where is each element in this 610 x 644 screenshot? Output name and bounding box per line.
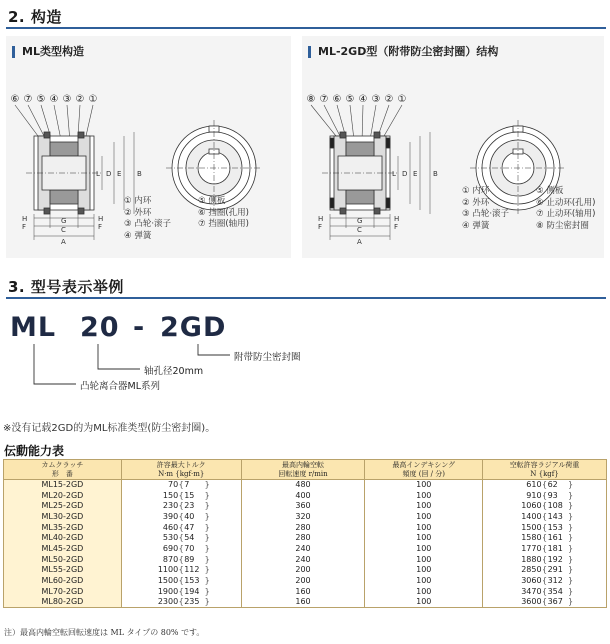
cell-model: ML50-2GD — [4, 554, 122, 565]
callout-number: ③ — [62, 94, 72, 105]
anno-bore: 轴孔径20mm — [144, 366, 204, 377]
cell-torque: 1100 { 112 } — [121, 565, 241, 576]
dim-b: B — [137, 170, 142, 178]
callout-number: ⑦ — [319, 94, 329, 105]
cell-model: ML35-2GD — [4, 522, 122, 533]
cell-model: ML45-2GD — [4, 544, 122, 555]
capacity-table — [3, 459, 607, 608]
cell-model: ML30-2GD — [4, 512, 122, 523]
callout-number: ② — [75, 94, 85, 105]
col-load: 空転許容ラジアル荷重 N {kgf} — [483, 460, 607, 480]
dim-d: D — [106, 170, 112, 178]
section-title-structure: 2. 构造 — [8, 8, 62, 26]
cell-model: ML60-2GD — [4, 576, 122, 587]
callout-number: ⑤ — [345, 94, 355, 105]
dim-g: G — [357, 217, 363, 225]
cell-speed: 160 — [241, 597, 365, 608]
dim-d: D — [402, 170, 408, 178]
table-row — [4, 565, 607, 576]
dim-f: F — [318, 223, 323, 231]
cell-torque: 530 { 54 } — [121, 533, 241, 544]
note-standard-type: ※没有记载2GD的为ML标准类型(防尘密封圈)。 — [3, 423, 216, 434]
cell-load: 610 { 62 } — [483, 480, 607, 491]
cell-speed: 360 — [241, 501, 365, 512]
table-row — [4, 576, 607, 587]
cell-speed: 240 — [241, 544, 365, 555]
model-code-series: ML — [10, 312, 57, 343]
dim-l: L — [392, 170, 396, 178]
dim-b: B — [433, 170, 438, 178]
table-row — [4, 533, 607, 544]
table-row — [4, 544, 607, 555]
dim-f2: F — [98, 223, 103, 231]
table-row — [4, 586, 607, 597]
cell-speed: 200 — [241, 565, 365, 576]
callout-number: ① — [88, 94, 98, 105]
cell-speed: 200 — [241, 576, 365, 587]
callout-number: ④ — [358, 94, 368, 105]
callout-number: ① — [397, 94, 407, 105]
callout-number: ⑦ — [23, 94, 33, 105]
callout-number: ③ — [371, 94, 381, 105]
table-row — [4, 522, 607, 533]
dim-e: E — [117, 170, 122, 178]
footnote: 注）最高内輪空転回転速度は ML タイプの 80% です。 — [4, 628, 205, 637]
cell-index: 100 — [365, 554, 483, 565]
cell-torque: 70 { 7 } — [121, 480, 241, 491]
cell-load: 1060 { 108 } — [483, 501, 607, 512]
cell-index: 100 — [365, 597, 483, 608]
table-row — [4, 554, 607, 565]
cell-speed: 400 — [241, 490, 365, 501]
callout-number: ⑧ — [306, 94, 316, 105]
dim-h2: H — [98, 215, 104, 223]
model-code-seal: 2GD — [160, 312, 227, 343]
cell-load: 3060 { 312 } — [483, 576, 607, 587]
cell-torque: 1900 { 194 } — [121, 586, 241, 597]
dim-f: F — [22, 223, 27, 231]
dim-l: L — [96, 170, 100, 178]
cell-load: 910 { 93 } — [483, 490, 607, 501]
table-row — [4, 490, 607, 501]
callout-number: ⑥ — [332, 94, 342, 105]
model-code-bore: 20 — [80, 312, 120, 343]
cell-load: 1880 { 192 } — [483, 554, 607, 565]
cell-speed: 240 — [241, 554, 365, 565]
cell-speed: 280 — [241, 522, 365, 533]
cell-model: ML70-2GD — [4, 586, 122, 597]
panel-ml-structure — [6, 36, 291, 258]
cell-speed: 160 — [241, 586, 365, 597]
cell-torque: 690 { 70 } — [121, 544, 241, 555]
cell-index: 100 — [365, 544, 483, 555]
callout-number: ② — [384, 94, 394, 105]
dim-f2: F — [394, 223, 399, 231]
capacity-table-title: 伝動能力表 — [4, 444, 65, 458]
cell-load: 1770 { 181 } — [483, 544, 607, 555]
cell-load: 1580 { 161 } — [483, 533, 607, 544]
callout-number: ⑥ — [10, 94, 20, 105]
cell-index: 100 — [365, 501, 483, 512]
dim-e: E — [413, 170, 418, 178]
cell-index: 100 — [365, 533, 483, 544]
cell-torque: 390 { 40 } — [121, 512, 241, 523]
cell-torque: 2300 { 235 } — [121, 597, 241, 608]
cell-load: 3470 { 354 } — [483, 586, 607, 597]
cell-index: 100 — [365, 512, 483, 523]
panel-ml-2gd-structure — [302, 36, 604, 258]
cell-model: ML40-2GD — [4, 533, 122, 544]
col-speed: 最高内輪空転 回転速度 r/min — [241, 460, 365, 480]
cell-speed: 280 — [241, 533, 365, 544]
cell-speed: 320 — [241, 512, 365, 523]
table-row — [4, 480, 607, 491]
col-torque: 許容最大トルク N·m {kgf·m} — [121, 460, 241, 480]
cell-torque: 150 { 15 } — [121, 490, 241, 501]
cell-index: 100 — [365, 586, 483, 597]
table-row — [4, 501, 607, 512]
dim-c: C — [61, 226, 66, 234]
cell-torque: 1500 { 153 } — [121, 576, 241, 587]
section-divider — [6, 297, 606, 299]
callout-number: ⑤ — [36, 94, 46, 105]
cell-load: 1400 { 143 } — [483, 512, 607, 523]
panel-title-ml: ML类型构造 — [12, 46, 84, 58]
table-row — [4, 512, 607, 523]
cell-index: 100 — [365, 576, 483, 587]
dim-h: H — [22, 215, 28, 223]
cell-torque: 460 { 47 } — [121, 522, 241, 533]
legend-ml-2gd: ① 内环 ⑤ 侧板 ② 外环 ⑥ 止动环(孔用) ③ 凸轮·滚子 ⑦ 止动环(轴用) ④ 弹簧 ⑧ 防尘密封圈 — [462, 186, 596, 231]
anno-seal: 附带防尘密封圈 — [234, 352, 301, 363]
cell-index: 100 — [365, 522, 483, 533]
cell-index: 100 — [365, 565, 483, 576]
col-model: カムクラッチ 形 番 — [4, 460, 122, 480]
cell-torque: 230 { 23 } — [121, 501, 241, 512]
cell-load: 2850 { 291 } — [483, 565, 607, 576]
dim-a: A — [357, 238, 362, 246]
dim-c: C — [357, 226, 362, 234]
col-index: 最高インデキシング 頻度 (回 / 分) — [365, 460, 483, 480]
table-row — [4, 597, 607, 608]
dim-a: A — [61, 238, 66, 246]
cell-model: ML20-2GD — [4, 490, 122, 501]
cell-torque: 870 { 89 } — [121, 554, 241, 565]
callout-number: ④ — [49, 94, 59, 105]
cell-index: 100 — [365, 490, 483, 501]
cell-load: 1500 { 153 } — [483, 522, 607, 533]
cell-model: ML55-2GD — [4, 565, 122, 576]
cell-index: 100 — [365, 480, 483, 491]
dim-g: G — [61, 217, 67, 225]
section-title-model-example: 3. 型号表示举例 — [8, 278, 124, 296]
cell-model: ML80-2GD — [4, 597, 122, 608]
cell-model: ML25-2GD — [4, 501, 122, 512]
cell-model: ML15-2GD — [4, 480, 122, 491]
cell-speed: 480 — [241, 480, 365, 491]
dim-h2: H — [394, 215, 400, 223]
panel-title-ml-2gd: ML-2GD型（附带防尘密封圈）结构 — [308, 46, 498, 58]
legend-ml: ① 内环 ⑤ 侧板 ② 外环 ⑥ 挡圈(孔用) ③ 凸轮·滚子 ⑦ 挡圈(轴用) ④ 弹簧 — [124, 196, 249, 241]
dim-h: H — [318, 215, 324, 223]
section-divider — [6, 27, 606, 29]
cell-load: 3600 { 367 } — [483, 597, 607, 608]
model-code-dash: - — [133, 312, 146, 343]
anno-series: 凸轮离合器ML系列 — [80, 381, 160, 392]
